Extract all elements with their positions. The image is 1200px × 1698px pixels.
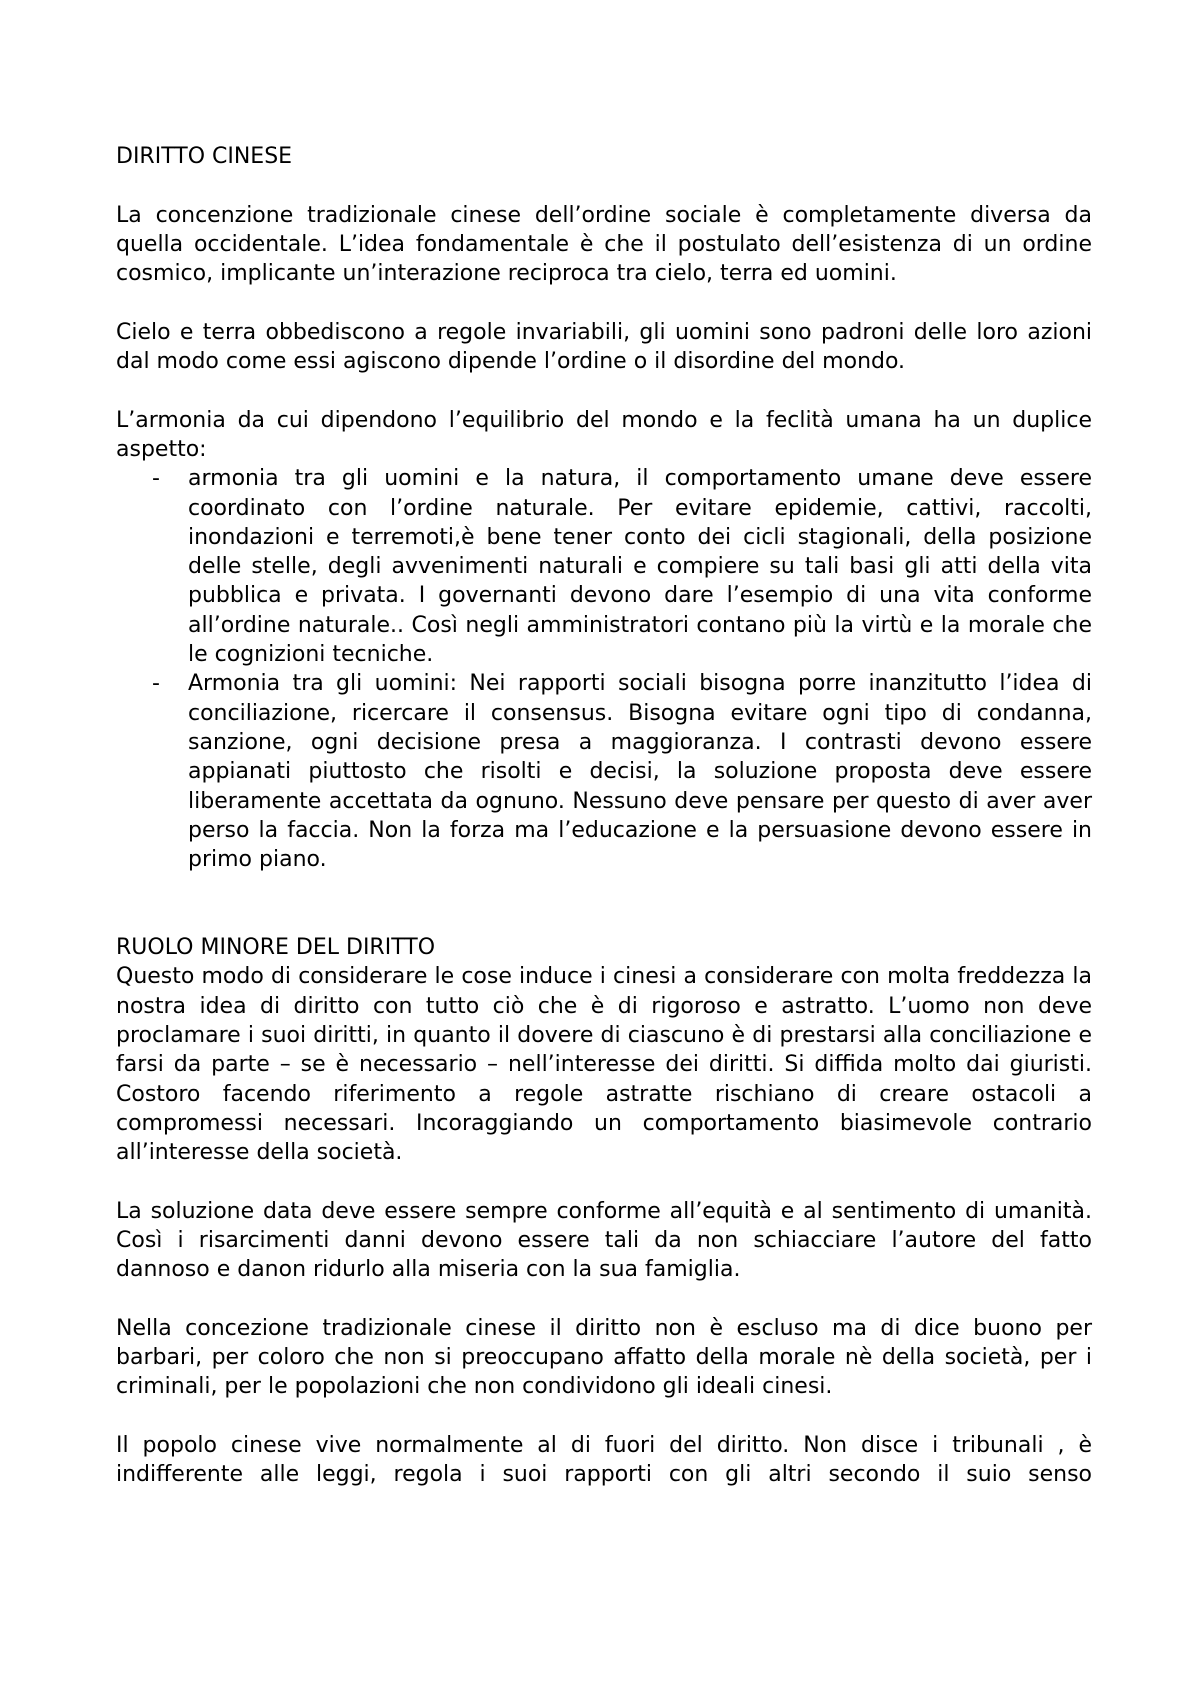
spacer <box>116 1167 1092 1196</box>
paragraph-section-1: Questo modo di considerare le cose induce i cinesi a considerare con molta freddezza la nostra idea di diritto con tutto ciò che è di rigoroso e astratto. L’uomo non deve proclamare i suoi diritti, in quanto il dovere di ciascuno è di prestarsi alla conciliazione e farsi da parte – se è necessario – nell’interesse dei diritti. Si diffida molto dai giuristi. Costoro facendo riferimento a regole astratte rischiano di creare ostacoli a compromessi necessari. Incoraggiando un comportamento biasimevole contrario all’interesse della società. <box>116 964 1092 1166</box>
document-title: DIRITTO CINESE <box>116 144 293 169</box>
list-item-text: Armonia tra gli uomini: Nei rapporti sociali bisogna porre inanzitutto l’idea di conciliazione, ricercare il consensus. Bisogna evitare ogni tipo di condanna, sanzione, ogni decisione presa a maggioranza. I contrasti devono essere appianati piuttosto che risolti e decisi, la soluzione proposta deve essere liberamente accettata da ognuno. Nessuno deve pensare per questo di aver aver perso la faccia. Non la forza ma l’educazione e la persuasione devono essere in primo piano. <box>188 671 1092 873</box>
list-marker: - <box>152 671 160 697</box>
spacer <box>116 1285 1092 1314</box>
spacer <box>116 171 1092 200</box>
spacer <box>116 1402 1092 1431</box>
spacer <box>116 288 1092 317</box>
document-body <box>116 142 1092 1490</box>
dash-list <box>116 464 1092 874</box>
paragraph-section-4: Il popolo cinese vive normalmente al di fuori del diritto. Non disce i tribunali , è indifferente alle leggi, regola i suoi rapporti con gli altri secondo il suio senso <box>116 1433 1092 1488</box>
list-marker: - <box>152 466 160 492</box>
paragraph-section-2: La soluzione data deve essere sempre conforme all’equità e al sentimento di umanità. Così i risarcimenti danni devono essere tali da non schiacciare l’autore del fatto dannoso e danon ridurlo alla miseria con la sua famiglia. <box>116 1198 1092 1283</box>
paragraph-section-3: Nella concezione tradizionale cinese il diritto non è escluso ma di dice buono per barbari, per coloro che non si preoccupano affatto della morale nè della società, per i criminali, per le popolazioni che non condividono gli ideali cinesi. <box>116 1315 1092 1400</box>
spacer <box>116 376 1092 405</box>
spacer <box>116 874 1092 933</box>
paragraph-intro-1: La concenzione tradizionale cinese dell’ordine sociale è completamente diversa da quella occidentale. L’idea fondamentale è che il postulato dell’esistenza di un ordine cosmico, implicante un’interazione reciproca tra cielo, terra ed uomini. <box>116 202 1092 287</box>
paragraph-intro-3: L’armonia da cui dipendono l’equilibrio del mondo e la feclità umana ha un duplice aspetto: <box>116 407 1092 462</box>
section-heading: RUOLO MINORE DEL DIRITTO <box>116 935 436 961</box>
paragraph-intro-2: Cielo e terra obbediscono a regole invariabili, gli uomini sono padroni delle loro azioni dal modo come essi agiscono dipende l’ordine o il disordine del mondo. <box>116 319 1092 375</box>
list-item <box>116 669 1092 874</box>
list-item-text: armonia tra gli uomini e la natura, il comportamento umane deve essere coordinato con l’ordine naturale. Per evitare epidemie, cattivi, raccolti, inondazioni e terremoti,è bene tener conto dei cicli stagionali, della posizione delle stelle, degli avvenimenti naturali e compiere su tali basi gli atti della vita pubblica e privata. I governanti devono dare l’esempio di una vita conforme all’ordine naturale.. Così negli amministratori contano più la virtù e la morale che le cognizioni tecniche. <box>188 466 1092 668</box>
list-item <box>116 464 1092 669</box>
